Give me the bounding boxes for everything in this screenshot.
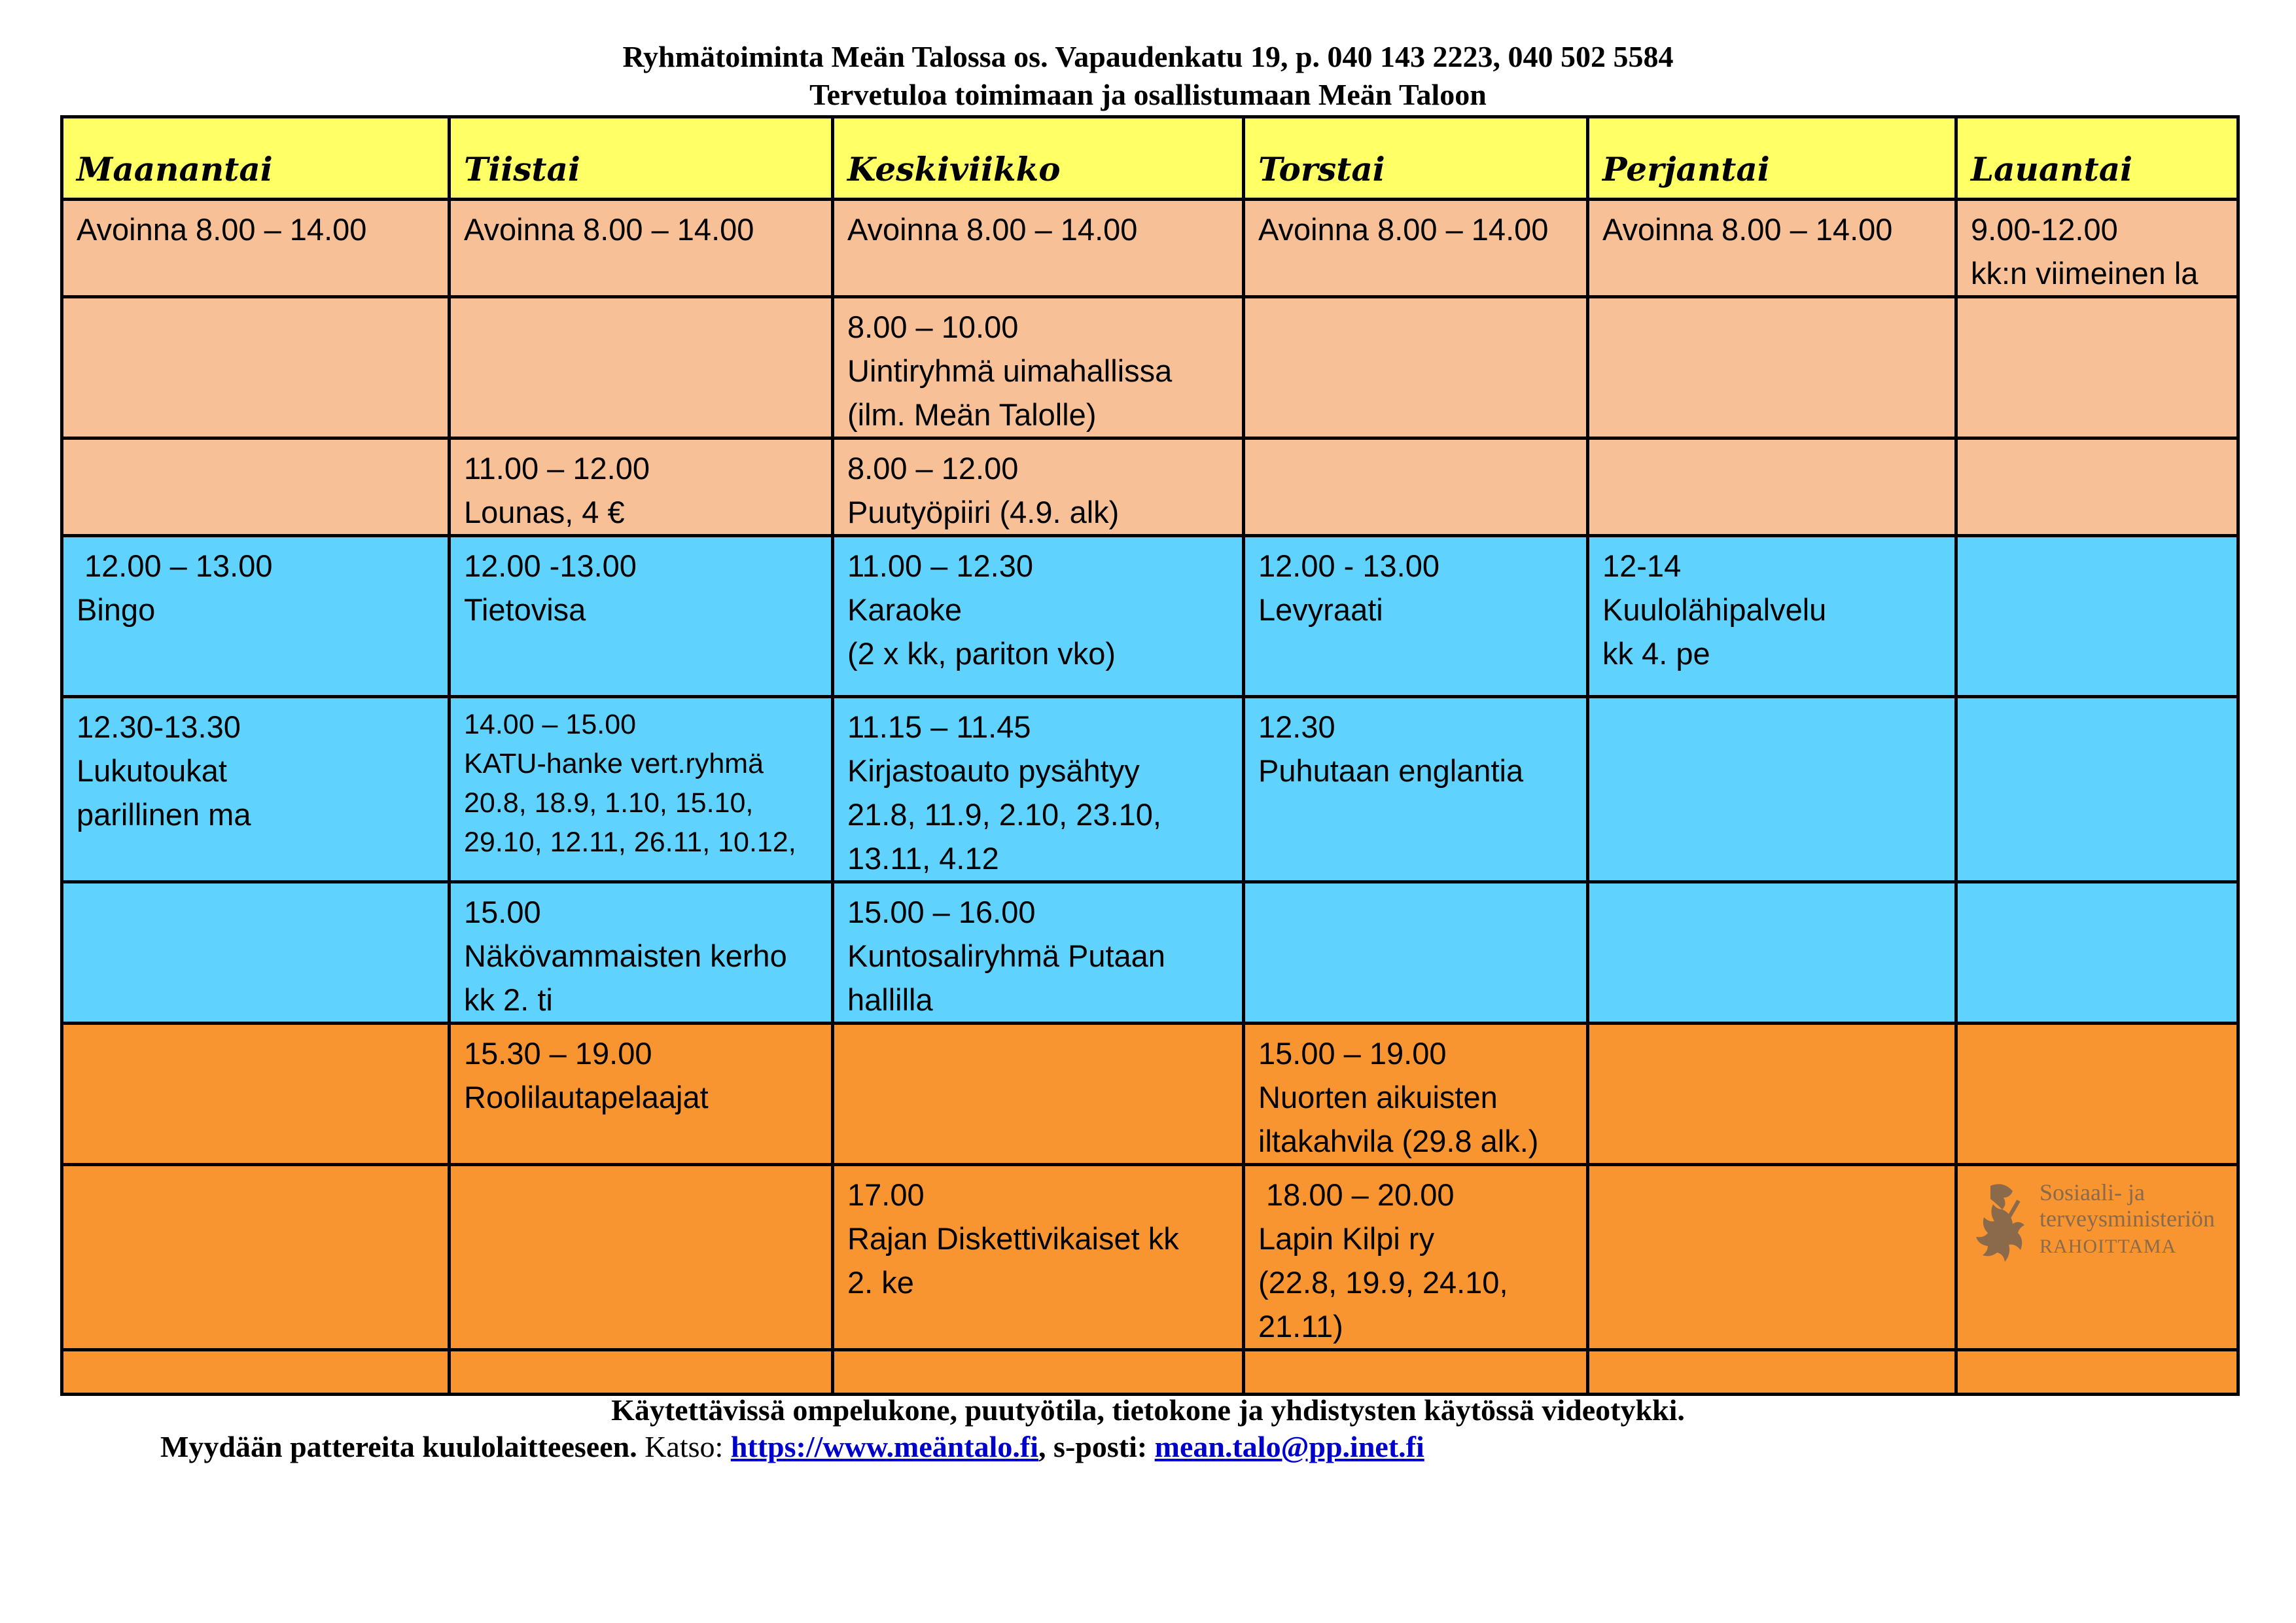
cell-text-line: hallilla <box>847 982 933 1017</box>
schedule-cell-wednesday <box>833 1350 1244 1395</box>
day-header-tuesday: Tiistai <box>450 117 833 200</box>
cell-text-line: parillinen ma <box>77 797 251 832</box>
schedule-cell-tuesday <box>450 297 833 438</box>
schedule-row <box>62 438 2238 536</box>
footer-email-label: , s-posti: <box>1038 1430 1155 1463</box>
schedule-cell-monday <box>62 438 450 536</box>
cell-text-line: KATU-hanke vert.ryhmä <box>464 748 764 779</box>
schedule-cell-monday <box>62 882 450 1024</box>
cell-text-line: 20.8, 18.9, 1.10, 15.10, <box>464 787 754 819</box>
cell-text-line: Kirjastoauto pysähtyy <box>847 753 1140 788</box>
cell-text-line: Avoinna 8.00 – 14.00 <box>77 212 367 247</box>
schedule-cell-tuesday <box>450 438 833 536</box>
schedule-cell-friday <box>1588 1165 1956 1350</box>
cell-text-line: 11.00 – 12.30 <box>847 548 1033 583</box>
logo-text-line-3: RAHOITTAMA <box>2040 1236 2177 1257</box>
cell-text-line: Kuulolähipalvelu <box>1602 592 1827 627</box>
lion-crest-icon <box>1971 1179 2036 1284</box>
schedule-cell-wednesday <box>833 882 1244 1024</box>
cell-text-line: Bingo <box>77 592 156 627</box>
schedule-cell-monday <box>62 297 450 438</box>
cell-text-line: kk 4. pe <box>1602 636 1710 671</box>
cell-text-line: Avoinna 8.00 – 14.00 <box>464 212 754 247</box>
schedule-cell-monday <box>62 1024 450 1165</box>
cell-text-line: 15.00 – 16.00 <box>847 895 1036 929</box>
cell-text-line: 29.10, 12.11, 26.11, 10.12, <box>464 827 796 858</box>
schedule-cell-saturday <box>1956 1024 2238 1165</box>
cell-text-line: Nuorten aikuisten <box>1258 1080 1498 1115</box>
schedule-row <box>62 297 2238 438</box>
schedule-cell-tuesday <box>450 1024 833 1165</box>
cell-text-line: 13.11, 4.12 <box>847 841 999 876</box>
cell-text-line: 12.30 <box>1258 709 1335 744</box>
schedule-cell-monday <box>62 200 450 297</box>
schedule-cell-saturday <box>1956 882 2238 1024</box>
cell-text-line: 8.00 – 10.00 <box>847 310 1019 344</box>
day-header-thursday: Torstai <box>1244 117 1588 200</box>
logo-text-line-1: Sosiaali- ja <box>2040 1179 2145 1205</box>
schedule-cell-monday <box>62 1165 450 1350</box>
cell-text-line: iltakahvila (29.8 alk.) <box>1258 1124 1539 1158</box>
schedule-cell-saturday <box>1956 697 2238 882</box>
schedule-cell-tuesday <box>450 1165 833 1350</box>
footer-line-1: Käytettävissä ompelukone, puutyötila, tietokone ja yhdistysten käytössä videotykki. <box>611 1393 1685 1427</box>
schedule-row <box>62 1165 2238 1350</box>
day-header-monday: Maanantai <box>62 117 450 200</box>
cell-text-line: 12.00 – 13.00 <box>84 548 273 583</box>
schedule-cell-tuesday <box>450 536 833 697</box>
cell-text-line: 21.11) <box>1258 1309 1343 1344</box>
cell-text-line: Karaoke <box>847 592 963 627</box>
cell-text-line: Avoinna 8.00 – 14.00 <box>1258 212 1549 247</box>
cell-text-line: Puutyöpiiri (4.9. alk) <box>847 495 1120 529</box>
ministry-logo <box>1971 1179 2213 1284</box>
schedule-cell-wednesday <box>833 297 1244 438</box>
email-link[interactable]: mean.talo@pp.inet.fi <box>1154 1430 1424 1463</box>
header-line-2: Tervetuloa toimimaan ja osallistumaan Meän Taloon <box>809 78 1487 111</box>
schedule-cell-thursday <box>1244 200 1588 297</box>
schedule-cell-friday <box>1588 297 1956 438</box>
schedule-cell-friday <box>1588 882 1956 1024</box>
schedule-cell-friday <box>1588 1350 1956 1395</box>
cell-text-line: 12-14 <box>1602 548 1682 583</box>
schedule-cell-tuesday <box>450 882 833 1024</box>
cell-text-line: 12.00 - 13.00 <box>1258 548 1439 583</box>
footer-katso-text: Katso: <box>637 1430 731 1463</box>
schedule-cell-monday <box>62 536 450 697</box>
cell-text-line: 11.15 – 11.45 <box>847 709 1031 744</box>
cell-text-line: Lounas, 4 € <box>464 495 625 529</box>
schedule-cell-wednesday <box>833 1024 1244 1165</box>
cell-text-line: (2 x kk, pariton vko) <box>847 636 1116 671</box>
day-header-wednesday: Keskiviikko <box>833 117 1244 200</box>
cell-text-line: Puhutaan englantia <box>1258 753 1524 788</box>
schedule-cell-thursday <box>1244 536 1588 697</box>
schedule-row <box>62 200 2238 297</box>
schedule-cell-friday <box>1588 438 1956 536</box>
cell-text-line: 15.00 <box>464 895 541 929</box>
cell-text-line: 12.30-13.30 <box>77 709 241 744</box>
schedule-cell-saturday <box>1956 297 2238 438</box>
header-line-1: Ryhmätoiminta Meän Talossa os. Vapaudenkatu 19, p. 040 143 2223, 040 502 5584 <box>622 40 1674 73</box>
schedule-cell-tuesday <box>450 697 833 882</box>
schedule-cell-monday <box>62 1350 450 1395</box>
cell-text-line: 21.8, 11.9, 2.10, 23.10, <box>847 797 1161 832</box>
schedule-cell-monday <box>62 697 450 882</box>
schedule-cell-thursday <box>1244 882 1588 1024</box>
schedule-cell-wednesday <box>833 697 1244 882</box>
schedule-cell-thursday <box>1244 297 1588 438</box>
cell-text-line: 2. ke <box>847 1265 914 1300</box>
website-link[interactable]: https://www.meäntalo.fi <box>730 1430 1039 1463</box>
cell-text-line: 15.00 – 19.00 <box>1258 1036 1447 1071</box>
cell-text-line: 18.00 – 20.00 <box>1266 1177 1455 1212</box>
schedule-cell-thursday <box>1244 1165 1588 1350</box>
cell-text-line: Tietovisa <box>464 592 586 627</box>
cell-text-line: 9.00-12.00 <box>1971 212 2118 247</box>
schedule-row <box>62 1350 2238 1395</box>
schedule-cell-wednesday <box>833 536 1244 697</box>
schedule-cell-saturday <box>1956 200 2238 297</box>
schedule-row <box>62 536 2238 697</box>
footer-batteries-text: Myydään pattereita kuulolaitteeseen. <box>160 1430 637 1463</box>
cell-text-line: Rajan Diskettivikaiset kk <box>847 1221 1179 1256</box>
schedule-cell-wednesday <box>833 1165 1244 1350</box>
schedule-row <box>62 882 2238 1024</box>
schedule-table <box>60 115 2240 1396</box>
cell-text-line: 15.30 – 19.00 <box>464 1036 652 1071</box>
cell-text-line: (22.8, 19.9, 24.10, <box>1258 1265 1508 1300</box>
schedule-cell-thursday <box>1244 1350 1588 1395</box>
cell-text-line: Lapin Kilpi ry <box>1258 1221 1435 1256</box>
schedule-cell-friday <box>1588 200 1956 297</box>
cell-text-line: 17.00 <box>847 1177 925 1212</box>
cell-text-line: Avoinna 8.00 – 14.00 <box>847 212 1138 247</box>
logo-text-line-2: terveysministeriön <box>2040 1205 2215 1232</box>
schedule-cell-thursday <box>1244 438 1588 536</box>
footer-line-2 <box>160 1429 1424 1464</box>
schedule-cell-tuesday <box>450 1350 833 1395</box>
schedule-cell-thursday <box>1244 697 1588 882</box>
day-header-saturday: Lauantai <box>1956 117 2238 200</box>
schedule-cell-friday <box>1588 1024 1956 1165</box>
schedule-cell-saturday <box>1956 1165 2238 1350</box>
cell-text-line: Uintiryhmä uimahallissa <box>847 353 1173 388</box>
cell-text-line: 12.00 -13.00 <box>464 548 637 583</box>
schedule-cell-saturday <box>1956 1350 2238 1395</box>
day-header-friday: Perjantai <box>1588 117 1956 200</box>
cell-text-line: 14.00 – 15.00 <box>464 709 637 740</box>
schedule-cell-thursday <box>1244 1024 1588 1165</box>
cell-text-line: kk:n viimeinen la <box>1971 256 2199 291</box>
cell-text-line: Lukutoukat <box>77 753 227 788</box>
schedule-cell-saturday <box>1956 438 2238 536</box>
schedule-cell-wednesday <box>833 438 1244 536</box>
cell-text-line: Roolilautapelaajat <box>464 1080 709 1115</box>
cell-text-line: Avoinna 8.00 – 14.00 <box>1602 212 1893 247</box>
cell-text-line: kk 2. ti <box>464 982 553 1017</box>
schedule-cell-saturday <box>1956 536 2238 697</box>
schedule-row <box>62 697 2238 882</box>
cell-text-line: 8.00 – 12.00 <box>847 451 1019 486</box>
cell-text-line: 11.00 – 12.00 <box>464 451 650 486</box>
cell-text-line: Näkövammaisten kerho <box>464 938 787 973</box>
cell-text-line: (ilm. Meän Talolle) <box>847 397 1097 432</box>
schedule-cell-tuesday <box>450 200 833 297</box>
cell-text-line: Kuntosaliryhmä Putaan <box>847 938 1165 973</box>
schedule-row <box>62 1024 2238 1165</box>
cell-text-line: Levyraati <box>1258 592 1383 627</box>
schedule-cell-friday <box>1588 536 1956 697</box>
schedule-cell-friday <box>1588 697 1956 882</box>
schedule-cell-wednesday <box>833 200 1244 297</box>
